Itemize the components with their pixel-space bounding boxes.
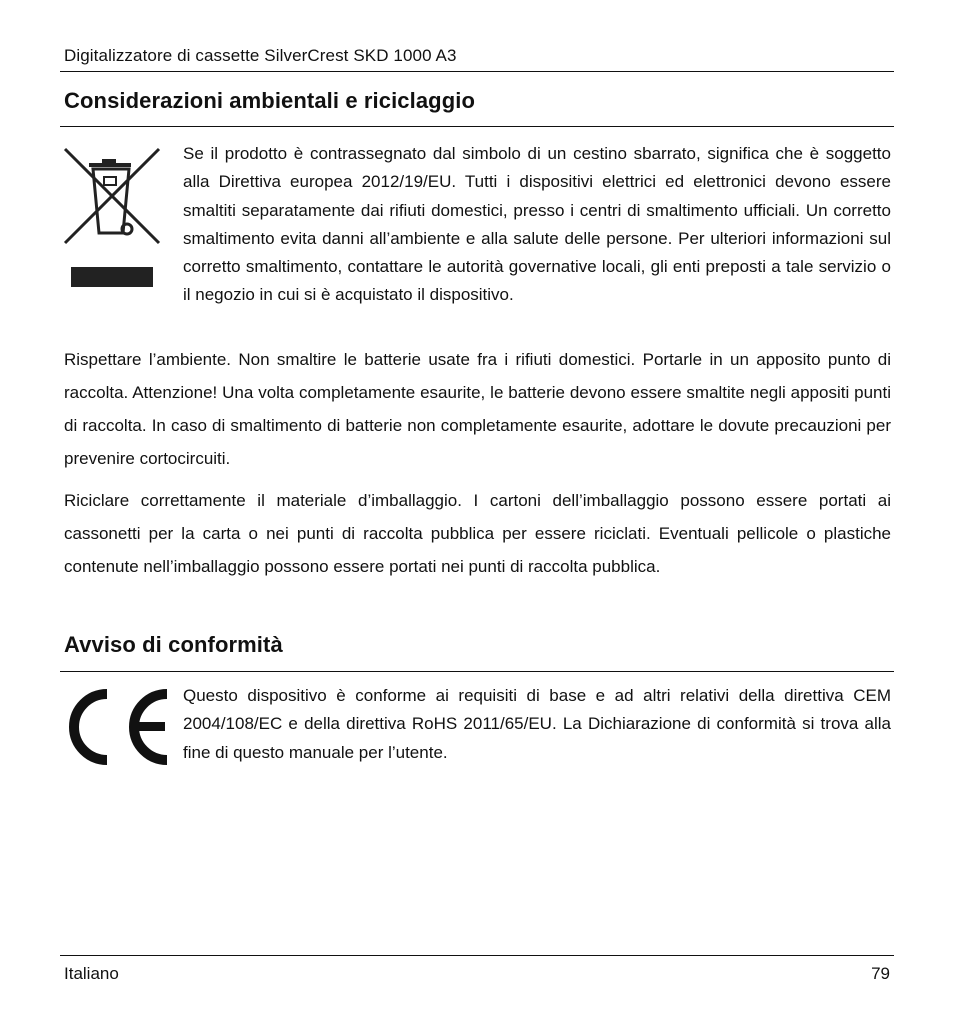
ce-mark-icon: [63, 688, 173, 766]
section-title-environment: Considerazioni ambientali e riciclaggio: [64, 88, 475, 113]
header-rule: [60, 71, 894, 72]
section-rule-conformity: [60, 671, 894, 672]
section-rule-environment: [60, 126, 894, 127]
packaging-paragraph: Riciclare correttamente il materiale d’imballaggio. I cartoni dell’imballaggio possono essere portati ai cassonetti per la carta o nei punti di raccolta pubblica per essere riciclati. Eventuali pellicole o plastiche contenute nell’imballaggio possono essere portati nei punti di raccolta pubblica.: [64, 491, 891, 576]
running-header: Digitalizzatore di cassette SilverCrest SKD 1000 A3: [64, 46, 457, 65]
manual-page: [60, 0, 894, 1036]
batteries-paragraph: Rispettare l’ambiente. Non smaltire le batterie usate fra i rifiuti domestici. Portarle in un apposito punto di raccolta. Attenzione! Una volta completamente esaurite, le batterie devono essere smaltite negli appositi punti di raccolta. In caso di smaltimento di batterie non completamente esaurite, adottare le dovute precauzioni per prevenire cortocircuiti.: [64, 350, 891, 468]
section-title-conformity: Avviso di conformità: [64, 632, 283, 657]
footer-language: Italiano: [64, 964, 119, 983]
weee-paragraph: Se il prodotto è contrassegnato dal simbolo di un cestino sbarrato, significa che è soggetto alla Direttiva europea 2012/19/EU. Tutti i dispositivi elettrici ed elettronici devono essere smaltiti separatamente dai rifiuti domestici, presso i centri di smaltimento ufficiali. Un corretto smaltimento evita danni all’ambiente e alla salute delle persone. Per ulteriori informazioni sul corretto smaltimento, contattare le autorità governative locali, gli enti preposti a tale servizio o il negozio in cui si è acquistato il dispositivo.: [183, 144, 891, 305]
footer-rule: [60, 955, 894, 956]
page-number: 79: [871, 964, 890, 983]
conformity-paragraph: Questo dispositivo è conforme ai requisiti di base e ad altri relativi della direttiva CEM 2004/108/EC e della direttiva RoHS 2011/65/EU. La Dichiarazione di conformità si trova alla fine di questo manuale per l’utente.: [183, 686, 891, 762]
crossed-out-wheeled-bin-icon: [63, 147, 161, 289]
